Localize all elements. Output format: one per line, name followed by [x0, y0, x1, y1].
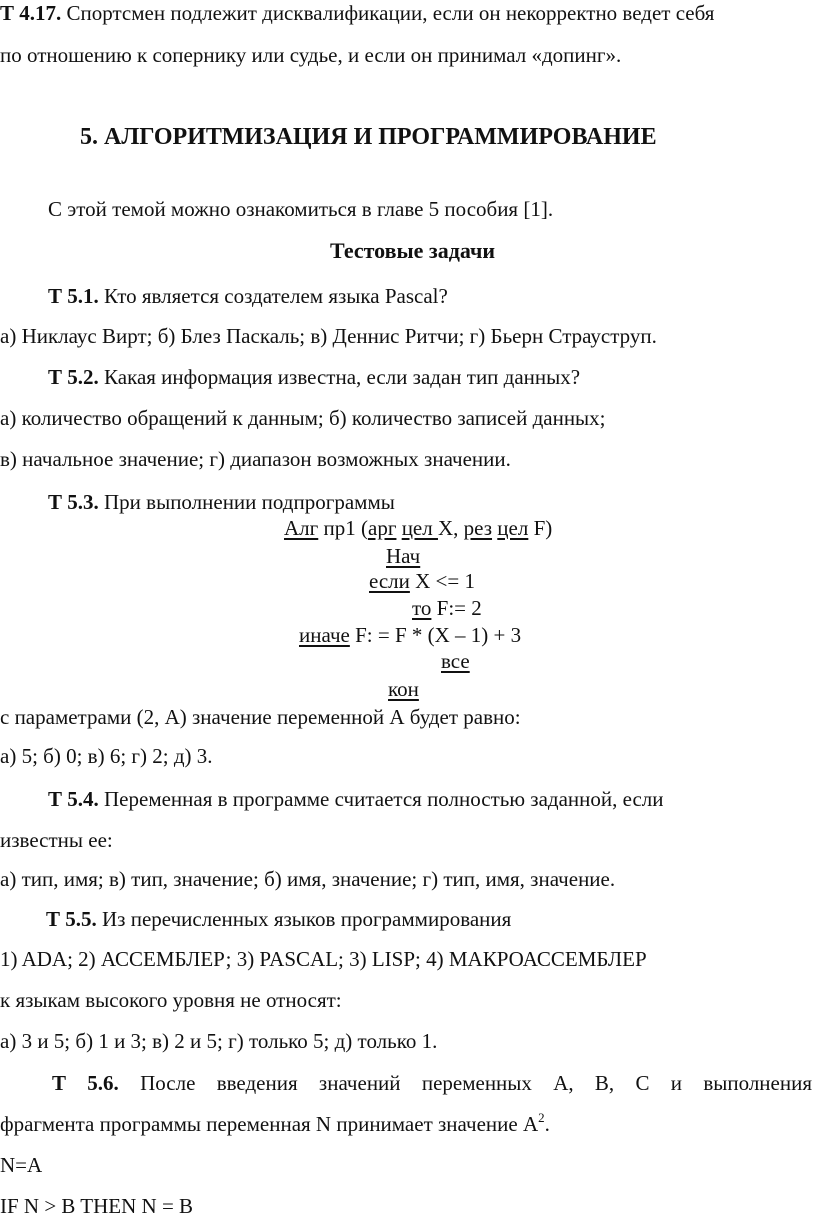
t53-tail: с параметрами (2, А) значение переменной А будет равно: [0, 705, 521, 729]
t54-answers: а) тип, имя; в) тип, значение; б) имя, значение; г) тип, имя, значение. [0, 867, 616, 891]
t56-dot: . [544, 1112, 550, 1136]
t417-label: Т 4.17. [0, 1, 62, 25]
code-assign-2: F: = F * (Х – 1) + 3 [349, 623, 522, 647]
t417-line-2: по отношению к сопернику или судье, и если он принимал «допинг». [0, 43, 622, 67]
t51-question-line [48, 283, 448, 309]
t56-question-2: фрагмента программы переменная N принимает значение А [0, 1112, 539, 1136]
t56-question-line [0, 1070, 812, 1096]
code-keyword-cel-1: цел [401, 516, 438, 540]
code-keyword-end: кон [388, 677, 419, 701]
t54-question-line [48, 786, 664, 812]
t52-question-line [48, 364, 580, 390]
t53-question: При выполнении подпрограммы [98, 490, 395, 514]
t55-list: 1) ADA; 2) АССЕМБЛЕР; 3) PASCAL; 3) LISP; 4) МАКРОАССЕМБЛЕР [0, 947, 647, 971]
code-keyword-alg: Алг [284, 516, 319, 540]
t56-superscript: 2 [538, 1110, 545, 1125]
t51-answers: а) Никлаус Вирт; б) Блез Паскаль; в) Деннис Ритчи; г) Бьерн Страуструп. [0, 324, 657, 348]
t56-question-1: После введения значений переменных А, В, С и выполнения [118, 1071, 812, 1095]
section-subtitle: Тестовые задачи [330, 238, 496, 263]
code-param-f: F) [528, 516, 553, 540]
code-keyword-if: если [369, 569, 410, 593]
code-param-x: Х, [437, 516, 464, 540]
code-keyword-endif: все [441, 649, 470, 673]
t51-label: Т 5.1. [48, 284, 99, 308]
code-keyword-nach: Нач [386, 544, 421, 568]
t53-code-header [284, 515, 552, 541]
t53-code-end [388, 676, 419, 702]
t55-tail: к языкам высокого уровня не относят: [0, 988, 342, 1012]
t56-code-2: IF N > B THEN N = B [0, 1194, 194, 1218]
t53-code-then [412, 595, 482, 621]
t53-label: Т 5.3. [48, 490, 99, 514]
code-proc-name: пр1 ( [318, 516, 368, 540]
t52-answers-1: а) количество обращений к данным; б) количество записей данных; [0, 406, 606, 430]
t52-answers-2: в) начальное значение; г) диапазон возможных значении. [0, 447, 511, 471]
t55-label: Т 5.5. [46, 907, 97, 931]
t56-label: Т 5.6. [52, 1071, 119, 1095]
t55-answers: а) 3 и 5; б) 1 и 3; в) 2 и 5; г) только 5; д) только 1. [0, 1029, 438, 1053]
t53-code-endif [441, 648, 470, 674]
t54-label: Т 5.4. [48, 787, 99, 811]
code-condition: Х <= 1 [409, 569, 475, 593]
t54-question-1: Переменная в программе считается полностью заданной, если [98, 787, 664, 811]
t51-question: Кто является создателем языка Pascal? [98, 284, 448, 308]
section-title: 5. АЛГОРИТМИЗАЦИЯ И ПРОГРАММИРОВАНИЕ [80, 124, 657, 150]
t52-question: Какая информация известна, если задан тип данных? [98, 365, 581, 389]
t56-question-2-line [0, 1111, 550, 1137]
code-keyword-then: то [412, 596, 432, 620]
t55-question: Из перечисленных языков программирования [96, 907, 512, 931]
section-intro: С этой темой можно ознакомиться в главе 5 пособия [1]. [48, 197, 554, 221]
t53-code-else [299, 622, 521, 648]
t417-text-1: Спортсмен подлежит дисквалификации, если он некорректно ведет себя [61, 1, 715, 25]
t53-code-if [369, 568, 475, 594]
code-keyword-else: иначе [299, 623, 350, 647]
code-assign-1: F:= 2 [431, 596, 482, 620]
t53-question-line [48, 489, 395, 515]
t53-answers: а) 5; б) 0; в) 6; г) 2; д) 3. [0, 744, 213, 768]
t55-question-line [46, 906, 511, 932]
t52-label: Т 5.2. [48, 365, 99, 389]
t53-code-begin [386, 543, 420, 569]
t417-line-1 [0, 0, 714, 26]
code-keyword-arg: арг [368, 516, 397, 540]
t56-code-1: N=A [0, 1153, 43, 1177]
code-keyword-rez: рез [463, 516, 493, 540]
t54-question-2: известны ее: [0, 828, 113, 852]
code-keyword-cel-2: цел [497, 516, 529, 540]
